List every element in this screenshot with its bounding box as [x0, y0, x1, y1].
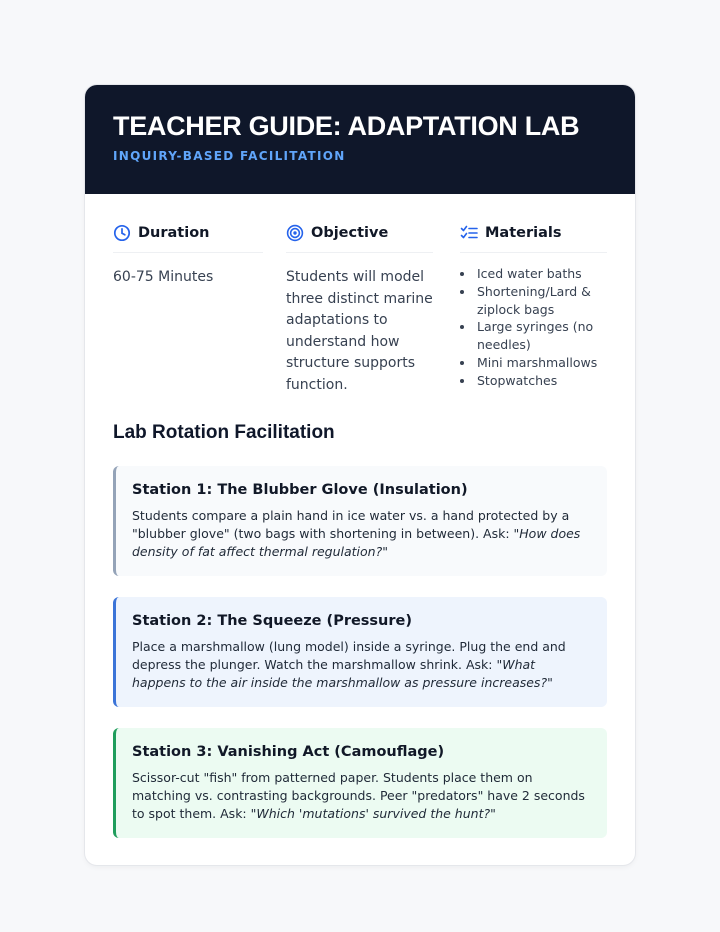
duration-value: 60-75 Minutes [113, 269, 214, 285]
page-subtitle: INQUIRY-BASED FACILITATION [113, 149, 346, 163]
station-description [132, 638, 589, 691]
station-question: "Which 'mutations' survived the hunt?" [250, 805, 496, 821]
objective-column [286, 223, 433, 396]
list-item: • Large syringes (no needles) [475, 318, 607, 354]
list-item: • Iced water baths [475, 265, 607, 283]
station-description [132, 769, 589, 822]
objective-heading [286, 223, 433, 253]
station-text: Scissor-cut "fish" from patterned paper. Students place them on matching vs. contrasting backgrounds. Peer "predators" have 2 seconds to spot them. Ask: [132, 770, 585, 821]
teacher-guide-card [85, 85, 635, 865]
list-item: • Shortening/Lard & ziplock bags [475, 283, 607, 319]
duration-column [113, 223, 263, 289]
station-card-3 [113, 728, 607, 838]
materials-list [460, 265, 607, 390]
page-title: TEACHER GUIDE: ADAPTATION LAB [113, 111, 580, 141]
station-title: Station 3: Vanishing Act (Camouflage) [132, 744, 445, 760]
station-title: Station 1: The Blubber Glove (Insulation) [132, 482, 468, 498]
station-title: Station 2: The Squeeze (Pressure) [132, 613, 412, 629]
materials-heading [460, 223, 607, 253]
station-card-2 [113, 597, 607, 707]
list-item: • Stopwatches [475, 372, 607, 390]
station-question: "What happens to the air inside the marshmallow as pressure increases?" [132, 656, 553, 690]
clock-icon [113, 224, 131, 242]
station-card-1 [113, 466, 607, 576]
station-question: "How does density of fat affect thermal regulation?" [132, 525, 581, 559]
section-title: Lab Rotation Facilitation [113, 422, 335, 443]
objective-text: Students will model three distinct marine adaptations to understand how structure supports function. [286, 269, 433, 393]
target-icon [286, 224, 304, 242]
station-text: Place a marshmallow (lung model) inside a syringe. Plug the end and depress the plunger. Watch the marshmallow shrink. Ask: [132, 639, 566, 672]
objective-label: Objective [311, 225, 389, 241]
materials-label: Materials [485, 225, 562, 241]
duration-label: Duration [138, 225, 210, 241]
station-text: Students compare a plain hand in ice water vs. a hand protected by a "blubber glove" (two bags with shortening in between). Ask: [132, 508, 570, 541]
materials-column [460, 223, 607, 390]
station-description [132, 507, 589, 560]
duration-heading [113, 223, 263, 253]
list-item: • Mini marshmallows [475, 354, 607, 372]
guide-header [85, 85, 635, 194]
checklist-icon [460, 224, 478, 242]
